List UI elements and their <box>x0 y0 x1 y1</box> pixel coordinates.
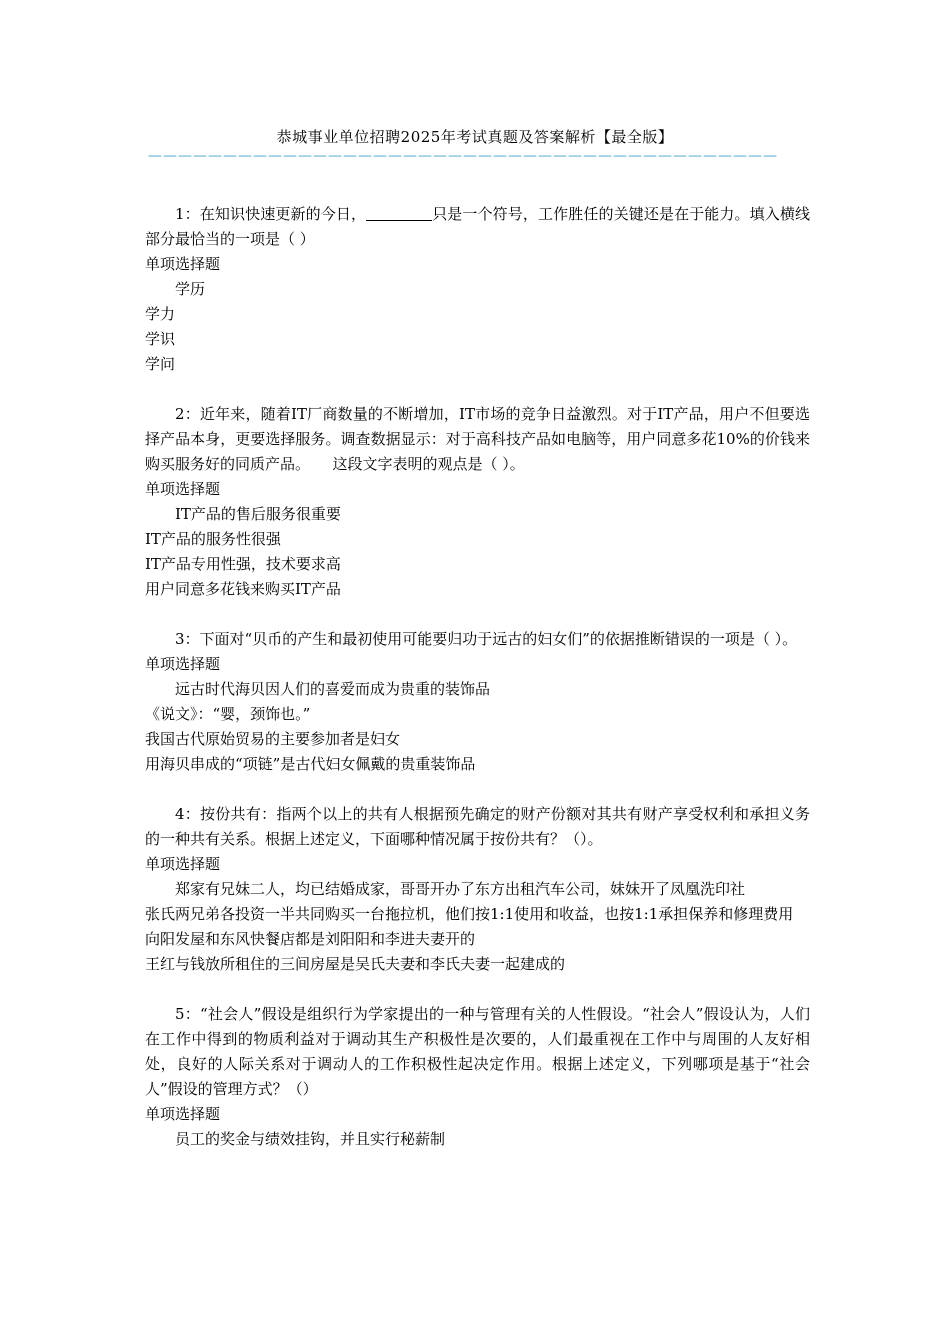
option-b[interactable]: IT产品的服务性很强 <box>145 530 281 548</box>
question-type: 单项选择题 <box>145 1105 221 1123</box>
option-d[interactable]: 用海贝串成的“项链”是古代妇女佩戴的贵重装饰品 <box>145 755 476 773</box>
question-type: 单项选择题 <box>145 855 221 873</box>
option-b[interactable]: 学力 <box>145 305 176 323</box>
option-d[interactable]: 学问 <box>145 355 176 373</box>
option-b[interactable]: 《说文》：“婴，颈饰也。” <box>145 705 311 723</box>
option-a[interactable]: 远古时代海贝因人们的喜爱而成为贵重的装饰品 <box>175 680 491 698</box>
title-divider: —————————————————————————————————————————— <box>148 148 778 164</box>
question-2 <box>145 402 810 602</box>
option-a[interactable]: IT产品的售后服务很重要 <box>175 505 341 523</box>
question-stem-after-blank: 只是一个符号，工作胜任的关键还是在于能力。填入横线部分最恰当的一项是（ ） <box>145 205 811 248</box>
question-type: 单项选择题 <box>145 655 221 673</box>
option-a[interactable]: 员工的奖金与绩效挂钩，并且实行秘薪制 <box>175 1130 446 1148</box>
fill-in-blank <box>366 205 432 221</box>
question-stem: 4：按份共有：指两个以上的共有人根据预先确定的财产份额对其共有财产享受权利和承担义务的一种共有关系。根据上述定义，下面哪种情况属于按份共有？（）。 <box>145 805 810 848</box>
question-4 <box>145 802 810 977</box>
option-c[interactable]: 我国古代原始贸易的主要参加者是妇女 <box>145 730 401 748</box>
question-list <box>145 202 810 1177</box>
question-stem: 2：近年来，随着IT厂商数量的不断增加，IT市场的竞争日益激烈。对于IT产品，用户不但要选择产品本身，更要选择服务。调查数据显示：对于高科技产品如电脑等，用户同意多花10%的价钱来购买服务好的同质产品。 这段文字表明的观点是（ ）。 <box>145 405 810 473</box>
question-stem: 3：下面对“贝币的产生和最初使用可能要归功于远古的妇女们”的依据推断错误的一项是（ ）。 <box>175 630 798 648</box>
question-stem <box>145 202 810 252</box>
option-a[interactable]: 郑家有兄妹二人，均已结婚成家，哥哥开办了东方出租汽车公司，妹妹开了凤凰洗印社 <box>175 880 746 898</box>
question-3 <box>145 627 810 777</box>
question-5 <box>145 1002 810 1152</box>
option-c[interactable]: 向阳发屋和东风快餐店都是刘阳阳和李进夫妻开的 <box>145 930 476 948</box>
question-stem-before-blank: 1：在知识快速更新的今日， <box>175 205 367 223</box>
option-d[interactable]: 用户同意多花钱来购买IT产品 <box>145 580 341 598</box>
question-type: 单项选择题 <box>145 480 221 498</box>
option-c[interactable]: IT产品专用性强，技术要求高 <box>145 555 341 573</box>
option-d[interactable]: 王红与钱放所租住的三间房屋是吴氏夫妻和李氏夫妻一起建成的 <box>145 955 566 973</box>
option-c[interactable]: 学识 <box>145 330 176 348</box>
document-title: 恭城事业单位招聘2025年考试真题及答案解析【最全版】 <box>276 128 674 146</box>
question-stem: 5：“社会人”假设是组织行为学家提出的一种与管理有关的人性假设。“社会人”假设认为，人们在工作中得到的物质利益对于调动其生产积极性是次要的，人们最重视在工作中与周围的人友好相处，良好的人际关系对于调动人的工作积极性起决定作用。根据上述定义，下列哪项是基于“社会人”假设的管理方式？（） <box>145 1005 810 1098</box>
question-type: 单项选择题 <box>145 255 221 273</box>
option-b[interactable]: 张氏两兄弟各投资一半共同购买一台拖拉机，他们按1:1使用和收益，也按1:1承担保养和修理费用 <box>145 905 794 923</box>
option-a[interactable]: 学历 <box>175 280 206 298</box>
question-1 <box>145 202 810 377</box>
